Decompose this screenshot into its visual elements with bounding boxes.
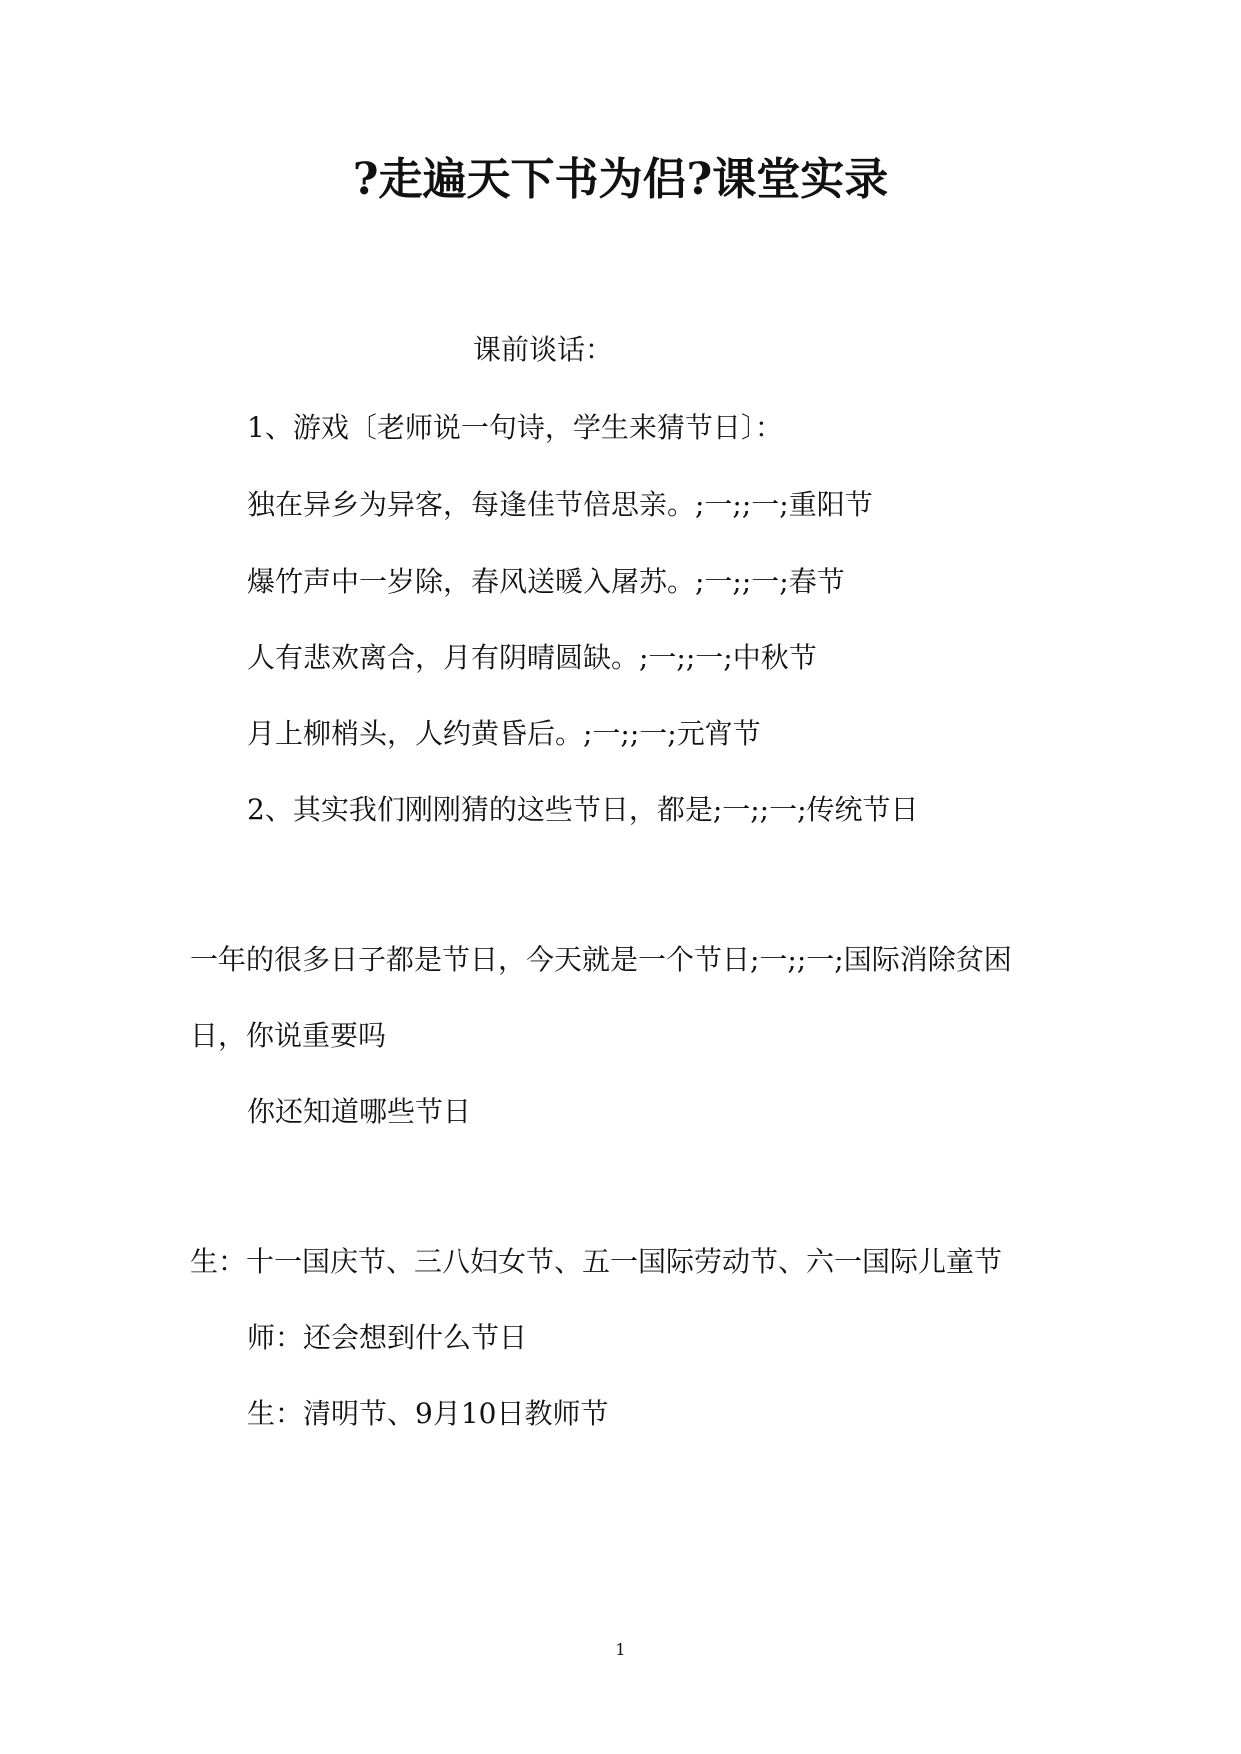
text-line-pre-class-talk: 课前谈话： [473,333,614,366]
text-line-poem-mid-autumn: 人有悲欢离合，月有阴晴圆缺。;一;;一;中秋节 [247,641,817,674]
page-number: 1 [615,1640,626,1659]
text-line-student-answer-1: 生：十一国庆节、三八妇女节、五一国际劳动节、六一国际儿童节 [190,1245,1003,1278]
text-line-other-festivals-question: 你还知道哪些节日 [247,1095,472,1128]
document-title: ?走遍天下书为侣?课堂实录 [352,154,889,205]
text-line-student-answer-2: 生：清明节、9月10日教师节 [247,1397,609,1430]
text-line-poem-lantern-festival: 月上柳梢头，人约黄昏后。;一;;一;元宵节 [247,717,761,750]
text-line-poverty-day: 一年的很多日子都是节日，今天就是一个节日;一;;一;国际消除贫困 [190,943,1012,976]
text-line-teacher-question: 师：还会想到什么节日 [247,1321,528,1354]
text-line-poem-spring-festival: 爆竹声中一岁除，春风送暖入屠苏。;一;;一;春节 [247,565,845,598]
text-line-poverty-day-continued: 日，你说重要吗 [190,1019,387,1052]
text-line-poem-double-ninth: 独在异乡为异客，每逢佳节倍思亲。;一;;一;重阳节 [247,488,873,521]
text-line-game: 1、游戏〔老师说一句诗，学生来猜节日〕： [247,411,783,444]
text-line-traditional-festivals: 2、其实我们刚刚猜的这些节日，都是;一;;一;传统节日 [247,793,919,826]
